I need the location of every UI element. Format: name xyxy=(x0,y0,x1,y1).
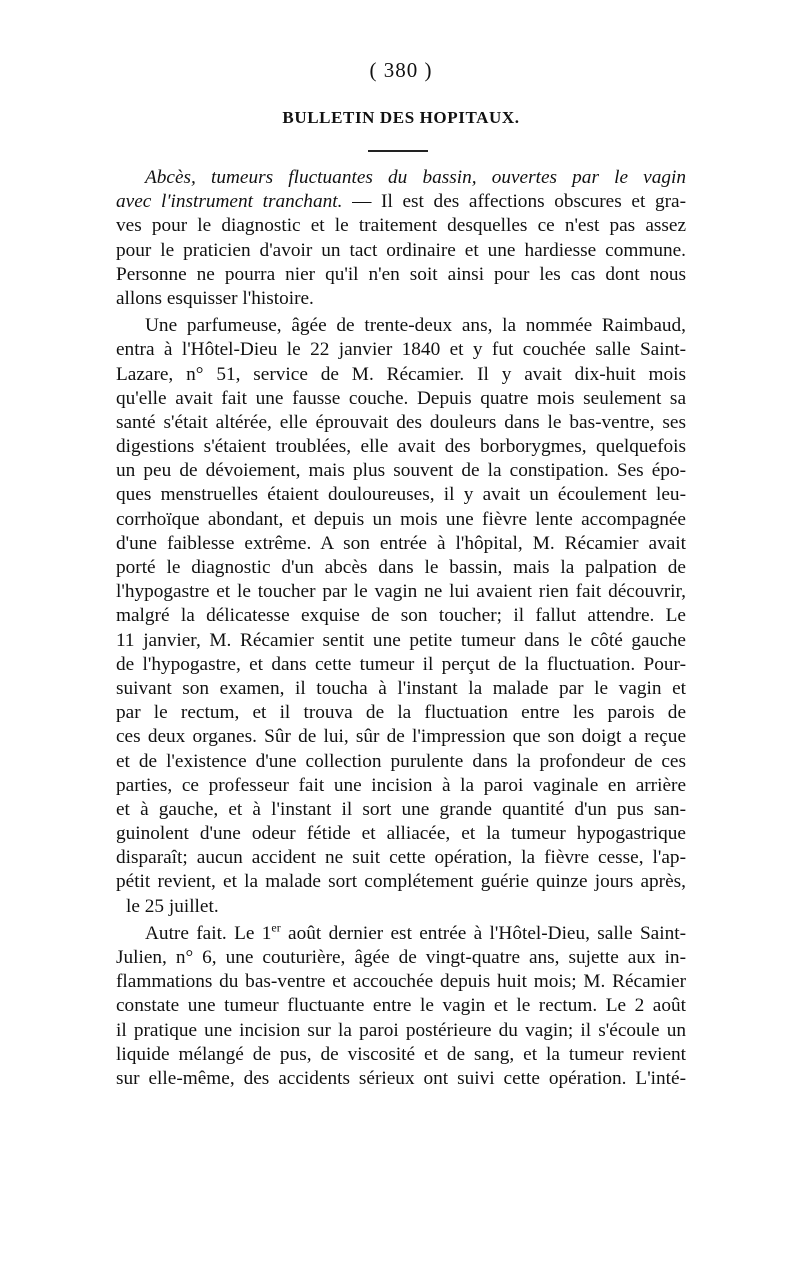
text-line: digestions s'étaient troublées, elle avait des borborygmes, quelquefois xyxy=(116,436,686,458)
text-line: un peu de dévoiement, mais plus souvent de la constipation. Ses épo- xyxy=(116,460,686,482)
article-title-cont: avec l'instrument tranchant. xyxy=(116,191,343,213)
text-line: santé s'était altérée, elle éprouvait des douleurs dans le bas-ventre, ses xyxy=(116,411,686,433)
text-line xyxy=(116,190,686,214)
text-line: ques menstruelles étaient douloureuses, il y avait un écoulement leu- xyxy=(116,484,686,506)
title-rule xyxy=(368,150,428,152)
text-line: Julien, n° 6, une couturière, âgée de vingt-quatre ans, sujette aux in- xyxy=(116,947,686,968)
text-line: parties, ce professeur fait une incision à la paroi vaginale en arrière xyxy=(116,774,686,796)
text-line: et à gauche, et à l'instant il sort une grande quantité d'un pus san- xyxy=(116,798,686,820)
text-line: entra à l'Hôtel-Dieu le 22 janvier 1840 et y fut couchée salle Saint- xyxy=(116,339,686,361)
text-line: par le rectum, et il trouva de la fluctuation entre les parois de xyxy=(116,702,686,724)
running-head: BULLETIN DES HOPITAUX. xyxy=(282,108,520,127)
text-fragment: Autre fait. Le 1 xyxy=(145,922,272,944)
text-line: Une parfumeuse, âgée de trente-deux ans, la nommée Raimbaud, xyxy=(145,315,686,337)
article-title-line xyxy=(116,166,686,190)
book-page xyxy=(116,0,686,1262)
text-line: 11 janvier, M. Récamier sentit une petite tumeur dans le côté gauche xyxy=(116,629,686,651)
text-line: constate une tumeur fluctuante entre le vagin et le rectum. Le 2 août xyxy=(116,995,686,1017)
text-line: l'hypogastre et le toucher par le vagin ne lui avaient rien fait découvrir, xyxy=(116,581,686,603)
text-line: pour le praticien d'avoir un tact ordinaire et une hardiesse commune. xyxy=(116,239,686,261)
text-line: Personne ne pourra nier qu'il n'en soit ainsi pour les cas dont nous xyxy=(116,263,686,285)
page-number: ( 380 ) xyxy=(369,58,433,82)
article-title: Abcès, tumeurs fluctuantes du bassin, ouvertes par le vagin xyxy=(145,167,686,188)
text-fragment: — Il est des affections obscures et gra- xyxy=(342,191,687,213)
text-line: suivant son examen, il toucha à l'instant la malade par le vagin et xyxy=(116,677,686,699)
superscript: er xyxy=(271,920,281,935)
text-line: flammations du bas-ventre et accouchée depuis huit mois; M. Récamier xyxy=(116,971,686,993)
text-line: porté le diagnostic d'un abcès dans le bassin, mais la palpation de xyxy=(116,557,686,578)
text-line: liquide mélangé de pus, de viscosité et de sang, et la tumeur revient xyxy=(116,1043,686,1065)
text-line: de l'hypogastre, et dans cette tumeur il perçut de la fluctuation. Pour- xyxy=(116,653,686,675)
text-line: ces deux organes. Sûr de lui, sûr de l'impression que son doigt a reçue xyxy=(116,726,686,748)
text-line: pétit revient, et la malade sort complétement guérie quinze jours après, xyxy=(116,871,686,893)
text-line: guinolent d'une odeur fétide et alliacée, et la tumeur hypogastrique xyxy=(116,823,686,845)
text-line: sur elle-même, des accidents sérieux ont suivi cette opération. L'inté- xyxy=(116,1067,686,1089)
text-line: il pratique une incision sur la paroi postérieure du vagin; il s'écoule un xyxy=(116,1019,686,1041)
text-line xyxy=(116,922,686,946)
text-fragment: août dernier est entrée à l'Hôtel-Dieu, salle Saint- xyxy=(280,922,686,944)
article-body xyxy=(116,166,686,1091)
text-line: le 25 juillet. xyxy=(126,895,219,917)
text-line: disparaît; aucun accident ne suit cette opération, la fièvre cesse, l'ap- xyxy=(116,847,686,869)
text-line: allons esquisser l'histoire. xyxy=(116,287,314,309)
text-line: Lazare, n° 51, service de M. Récamier. Il y avait dix-huit mois xyxy=(116,363,686,385)
text-line: et de l'existence d'une collection purulente dans la profondeur de ces xyxy=(116,750,686,772)
text-line: corrhoïque abondant, et depuis un mois une fièvre lente accompagnée xyxy=(116,508,686,530)
text-line: ves pour le diagnostic et le traitement desquelles ce n'est pas assez xyxy=(116,215,686,237)
text-line: d'une faiblesse extrême. A son entrée à l'hôpital, M. Récamier avait xyxy=(116,532,686,554)
text-line: qu'elle avait fait une fausse couche. Depuis quatre mois seulement sa xyxy=(116,387,686,409)
text-line: malgré la délicatesse exquise de son toucher; il fallut attendre. Le xyxy=(116,605,686,627)
